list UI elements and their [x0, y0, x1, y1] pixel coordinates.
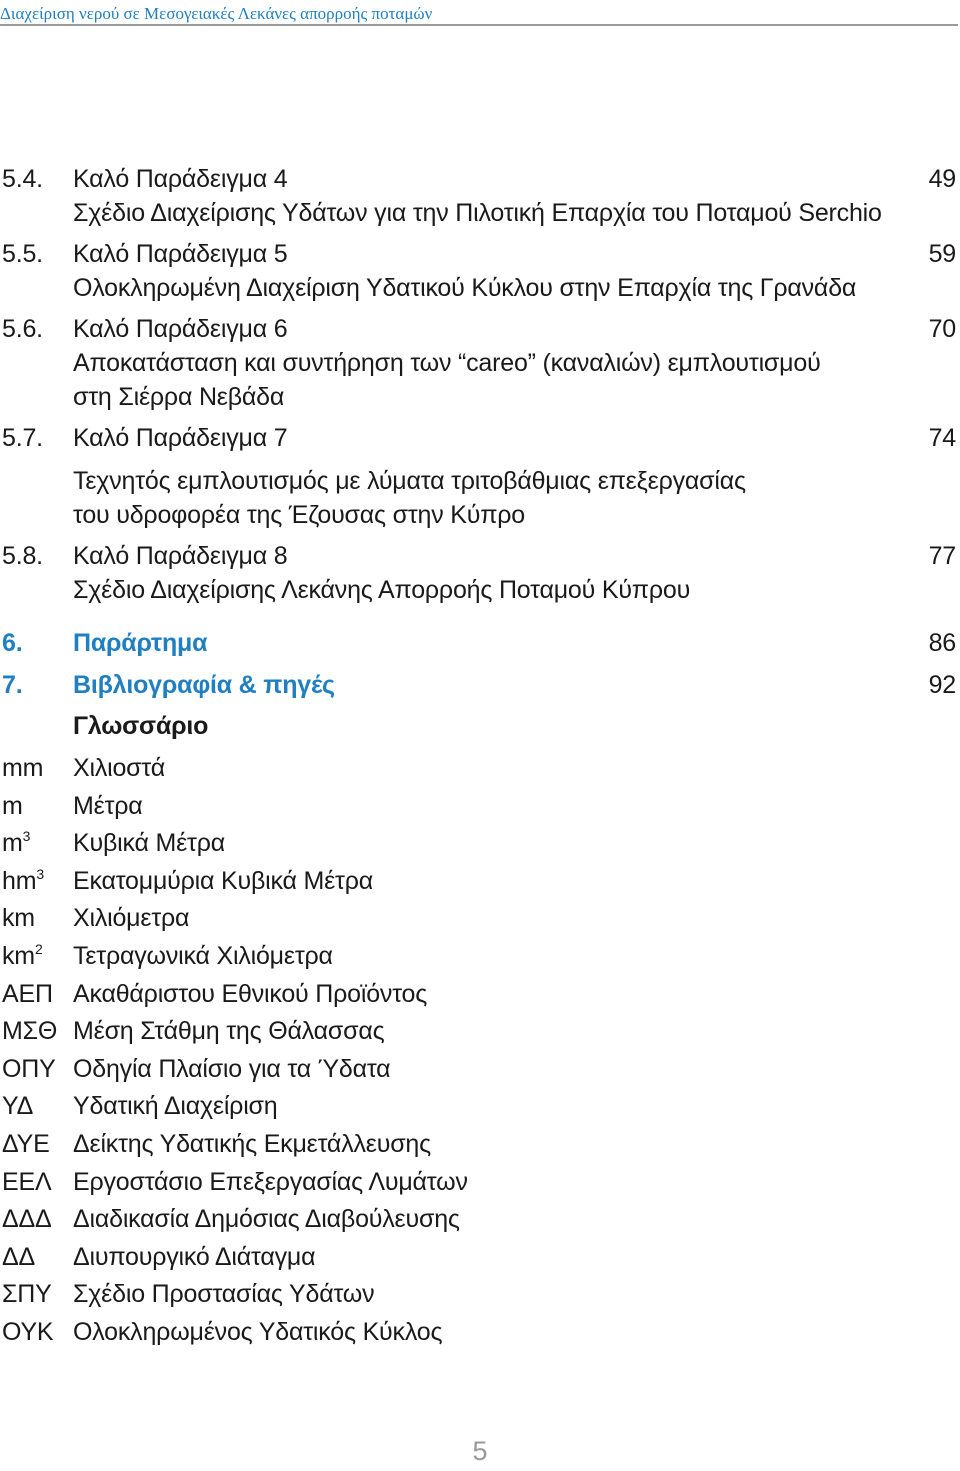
glossary-abbr	[2, 941, 43, 971]
toc-section-title[interactable]: Παράρτημα	[73, 629, 208, 657]
toc-page: 74	[928, 424, 956, 452]
glossary-meaning: Διαδικασία Δημόσιας Διαβούλευσης	[73, 1205, 460, 1233]
toc-subtitle: Σχέδιο Διαχείρισης Λεκάνης Απορροής Ποταμού Κύπρου	[73, 576, 691, 604]
toc-number: 5.4.	[2, 165, 43, 193]
toc-page: 92	[928, 671, 956, 699]
toc-subtitle: Αποκατάσταση και συντήρηση των “careo” (καναλιών) εμπλουτισμού	[73, 349, 821, 377]
glossary-abbr	[2, 1016, 57, 1046]
toc-number: 5.8.	[2, 542, 43, 570]
glossary-meaning: Ακαθάριστου Εθνικού Προϊόντος	[73, 980, 428, 1008]
glossary-abbr	[2, 979, 53, 1009]
toc-section-number: 7.	[2, 671, 23, 699]
toc-number: 5.5.	[2, 240, 43, 268]
toc-subtitle: Τεχνητός εμπλουτισμός με λύματα τριτοβάθμιας επεξεργασίας	[73, 467, 746, 495]
glossary-abbr-text: ΥΔ	[2, 1092, 34, 1120]
glossary-abbr	[2, 1242, 35, 1272]
toc-title[interactable]: Καλό Παράδειγμα 7	[73, 424, 288, 452]
glossary-abbr-exponent: 3	[36, 866, 44, 882]
toc-title[interactable]: Καλό Παράδειγμα 6	[73, 315, 288, 343]
glossary-meaning: Χιλιοστά	[73, 754, 165, 782]
toc-subtitle: Ολοκληρωμένη Διαχείριση Υδατικού Κύκλου στην Επαρχία της Γρανάδα	[73, 274, 857, 302]
glossary-abbr	[2, 1129, 50, 1159]
glossary-abbr	[2, 1204, 52, 1234]
header-divider	[0, 24, 958, 26]
glossary-abbr-text: km	[2, 942, 35, 970]
page-number: 5	[472, 1436, 488, 1466]
toc-page: 49	[928, 165, 956, 193]
glossary-abbr	[2, 1054, 56, 1084]
glossary-abbr-exponent: 3	[22, 828, 31, 844]
glossary-abbr	[2, 753, 43, 783]
toc-subtitle: στη Σιέρρα Νεβάδα	[73, 383, 285, 411]
glossary-meaning: Υδατική Διαχείριση	[73, 1092, 278, 1120]
glossary-abbr	[2, 828, 30, 858]
page-header: Διαχείριση νερού σε Μεσογειακές Λεκάνες απορροής ποταμών	[0, 4, 433, 23]
toc-subtitle: του υδροφορέα της Έζουσας στην Κύπρο	[73, 501, 525, 529]
glossary-abbr-text: km	[2, 904, 35, 932]
toc-title[interactable]: Καλό Παράδειγμα 8	[73, 542, 288, 570]
glossary-abbr-text: ΔΔΔ	[2, 1205, 52, 1233]
glossary-meaning: Μέση Στάθμη της Θάλασσας	[73, 1017, 385, 1045]
glossary-abbr-text: ΕΕΛ	[2, 1168, 52, 1196]
glossary-abbr	[2, 1317, 53, 1347]
toc-section-number: 6.	[2, 629, 23, 657]
glossary-abbr	[2, 1279, 52, 1309]
toc-page: 77	[928, 542, 956, 570]
glossary-abbr-text: ΟΠΥ	[2, 1055, 56, 1083]
glossary-meaning: Ολοκληρωμένος Υδατικός Κύκλος	[73, 1318, 443, 1346]
glossary-abbr-text: ΟΥΚ	[2, 1318, 54, 1346]
glossary-meaning: Εργοστάσιο Επεξεργασίας Λυμάτων	[73, 1168, 468, 1196]
glossary-meaning: Σχέδιο Προστασίας Υδάτων	[73, 1280, 375, 1308]
glossary-abbr	[2, 1167, 51, 1197]
glossary-meaning: Εκατομμύρια Κυβικά Μέτρα	[73, 867, 373, 895]
glossary-meaning: Δείκτης Υδατικής Εκμετάλλευσης	[73, 1130, 431, 1158]
glossary-abbr-text: m	[2, 829, 23, 857]
toc-number: 5.7.	[2, 424, 43, 452]
glossary-abbr-text: ΔΔ	[2, 1243, 35, 1271]
toc-page: 70	[928, 315, 956, 343]
glossary-abbr	[2, 903, 35, 933]
glossary-abbr-text: m	[2, 792, 23, 820]
toc-title[interactable]: Καλό Παράδειγμα 4	[73, 165, 288, 193]
glossary-abbr-text: ΣΠΥ	[2, 1280, 52, 1308]
glossary-abbr	[2, 791, 23, 821]
glossary-abbr	[2, 1091, 33, 1121]
glossary-meaning: Οδηγία Πλαίσιο για τα Ύδατα	[73, 1055, 391, 1083]
glossary-abbr-text: ΜΣΘ	[2, 1017, 58, 1045]
toc-section-title[interactable]: Βιβλιογραφία & πηγές	[73, 671, 335, 699]
toc-subtitle: Σχέδιο Διαχείρισης Υδάτων για την Πιλοτική Επαρχία του Ποταμού Serchio	[73, 199, 882, 227]
glossary-abbr	[2, 866, 44, 896]
glossary-meaning: Διυπουργικό Διάταγμα	[73, 1243, 316, 1271]
glossary-abbr-text: ΑΕΠ	[2, 980, 53, 1008]
glossary-abbr-exponent: 2	[34, 941, 43, 957]
glossary-meaning: Κυβικά Μέτρα	[73, 829, 225, 857]
glossary-abbr-text: mm	[2, 754, 44, 782]
glossary-meaning: Χιλιόμετρα	[73, 904, 190, 932]
toc-page: 59	[928, 240, 956, 268]
toc-number: 5.6.	[2, 315, 43, 343]
glossary-heading: Γλωσσάριο	[73, 712, 209, 740]
toc-title[interactable]: Καλό Παράδειγμα 5	[73, 240, 288, 268]
glossary-abbr-text: ΔΥΕ	[2, 1130, 50, 1158]
glossary-abbr-text: hm	[2, 867, 37, 895]
glossary-meaning: Τετραγωνικά Χιλιόμετρα	[73, 942, 333, 970]
toc-page: 86	[928, 629, 956, 657]
glossary-meaning: Μέτρα	[73, 792, 143, 820]
